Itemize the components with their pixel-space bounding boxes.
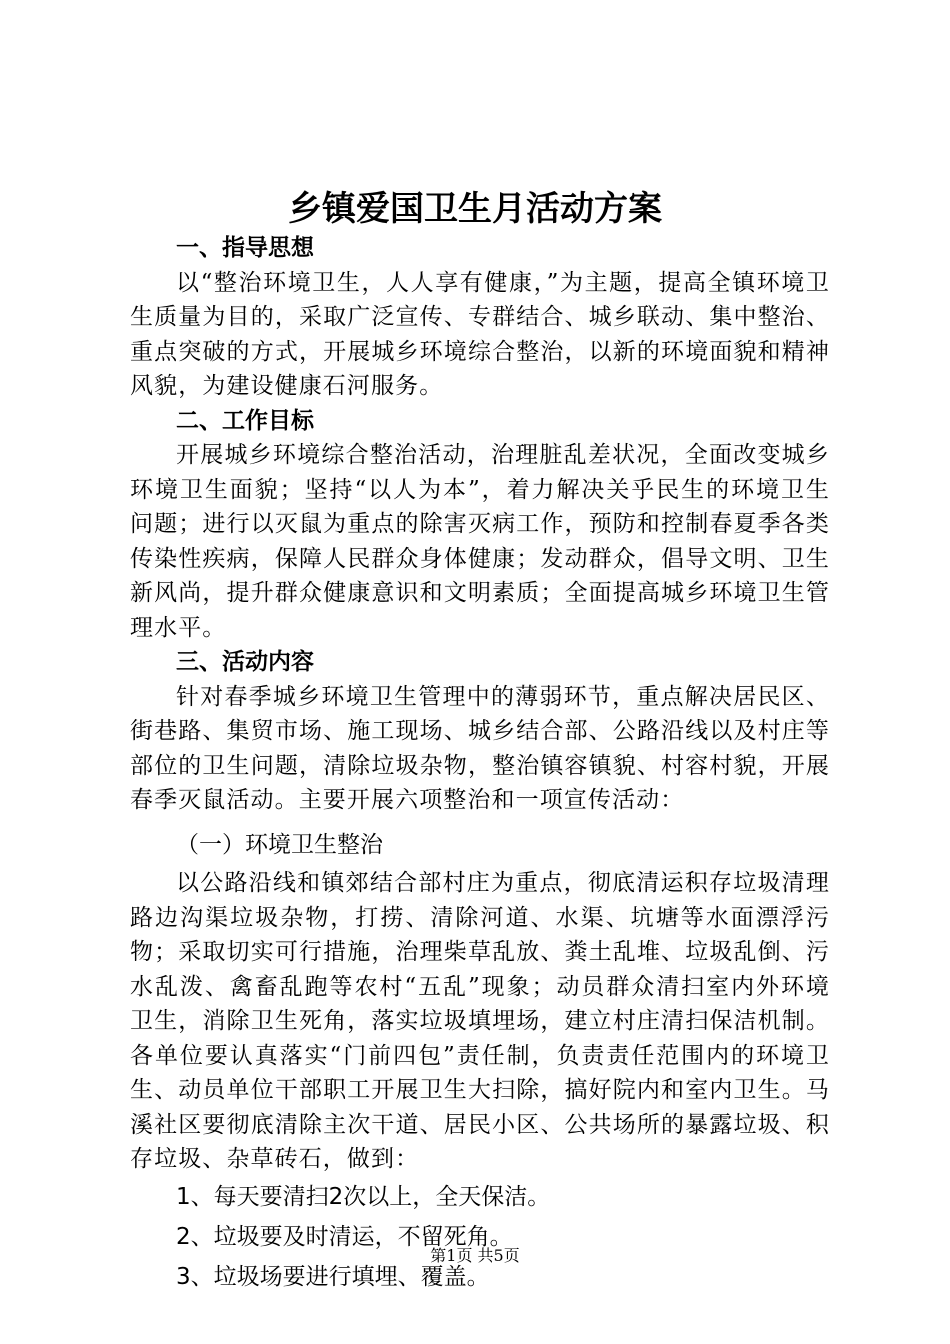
section-heading-activity-content: 三、活动内容	[176, 649, 314, 675]
document-title: 乡镇爱国卫生月活动方案	[288, 189, 662, 229]
list-item: 3、垃圾场要进行填埋、覆盖。	[176, 1263, 490, 1290]
section-paragraph-activity-content: 针对春季城乡环境卫生管理中的薄弱环节，重点解决居民区、街巷路、集贸市场、施工现场、城乡结合部、公路沿线以及村庄等部位的卫生问题，清除垃圾杂物，整治镇容镇貌、村容村貌，开展春季灭鼠活动。主要开展六项整治和一项宣传活动：	[130, 683, 830, 813]
page-number-footer: 第1页 共5页	[430, 1246, 520, 1265]
section-paragraph-work-goals: 开展城乡环境综合整治活动，治理脏乱差状况，全面改变城乡环境卫生面貌；坚持“以人为本”，着力解决关乎民生的环境卫生问题；进行以灭鼠为重点的除害灭病工作，预防和控制春夏季各类传染性疾病，保障人民群众身体健康；发动群众，倡导文明、卫生新风尚，提升群众健康意识和文明素质；全面提高城乡环境卫生管理水平。	[130, 442, 830, 641]
section-heading-work-goals: 二、工作目标	[176, 407, 314, 434]
subsection-heading-environment: （一）环境卫生整治	[176, 831, 383, 858]
document-body	[130, 231, 830, 1297]
list-item: 2、垃圾要及时清运，不留死角。	[176, 1223, 513, 1250]
section-heading-guiding-ideology: 一、指导思想	[176, 235, 314, 261]
list-item: 1、每天要清扫2次以上，全天保洁。	[176, 1183, 551, 1210]
section-paragraph-guiding-ideology: 以“整治环境卫生，人人享有健康，”为主题，提高全镇环境卫生质量为目的，采取广泛宣传、专群结合、城乡联动、集中整治、重点突破的方式，开展城乡环境综合整治，以新的环境面貌和精神风貌，为建设健康石河服务。	[130, 269, 830, 399]
subsection-paragraph-environment: 以公路沿线和镇郊结合部村庄为重点，彻底清运积存垃圾清理路边沟渠垃圾杂物，打捞、清除河道、水渠、坑塘等水面漂浮污物；采取切实可行措施，治理柴草乱放、粪土乱堆、垃圾乱倒、污水乱泼、禽畜乱跑等农村“五乱”现象；动员群众清扫室内外环境卫生，消除卫生死角，落实垃圾填埋场，建立村庄清扫保洁机制。各单位要认真落实“门前四包”责任制，负责责任范围内的环境卫生、动员单位干部职工开展卫生大扫除，搞好院内和室内卫生。马溪社区要彻底清除主次干道、居民小区、公共场所的暴露垃圾、积存垃圾、杂草砖石，做到：	[130, 870, 830, 1172]
